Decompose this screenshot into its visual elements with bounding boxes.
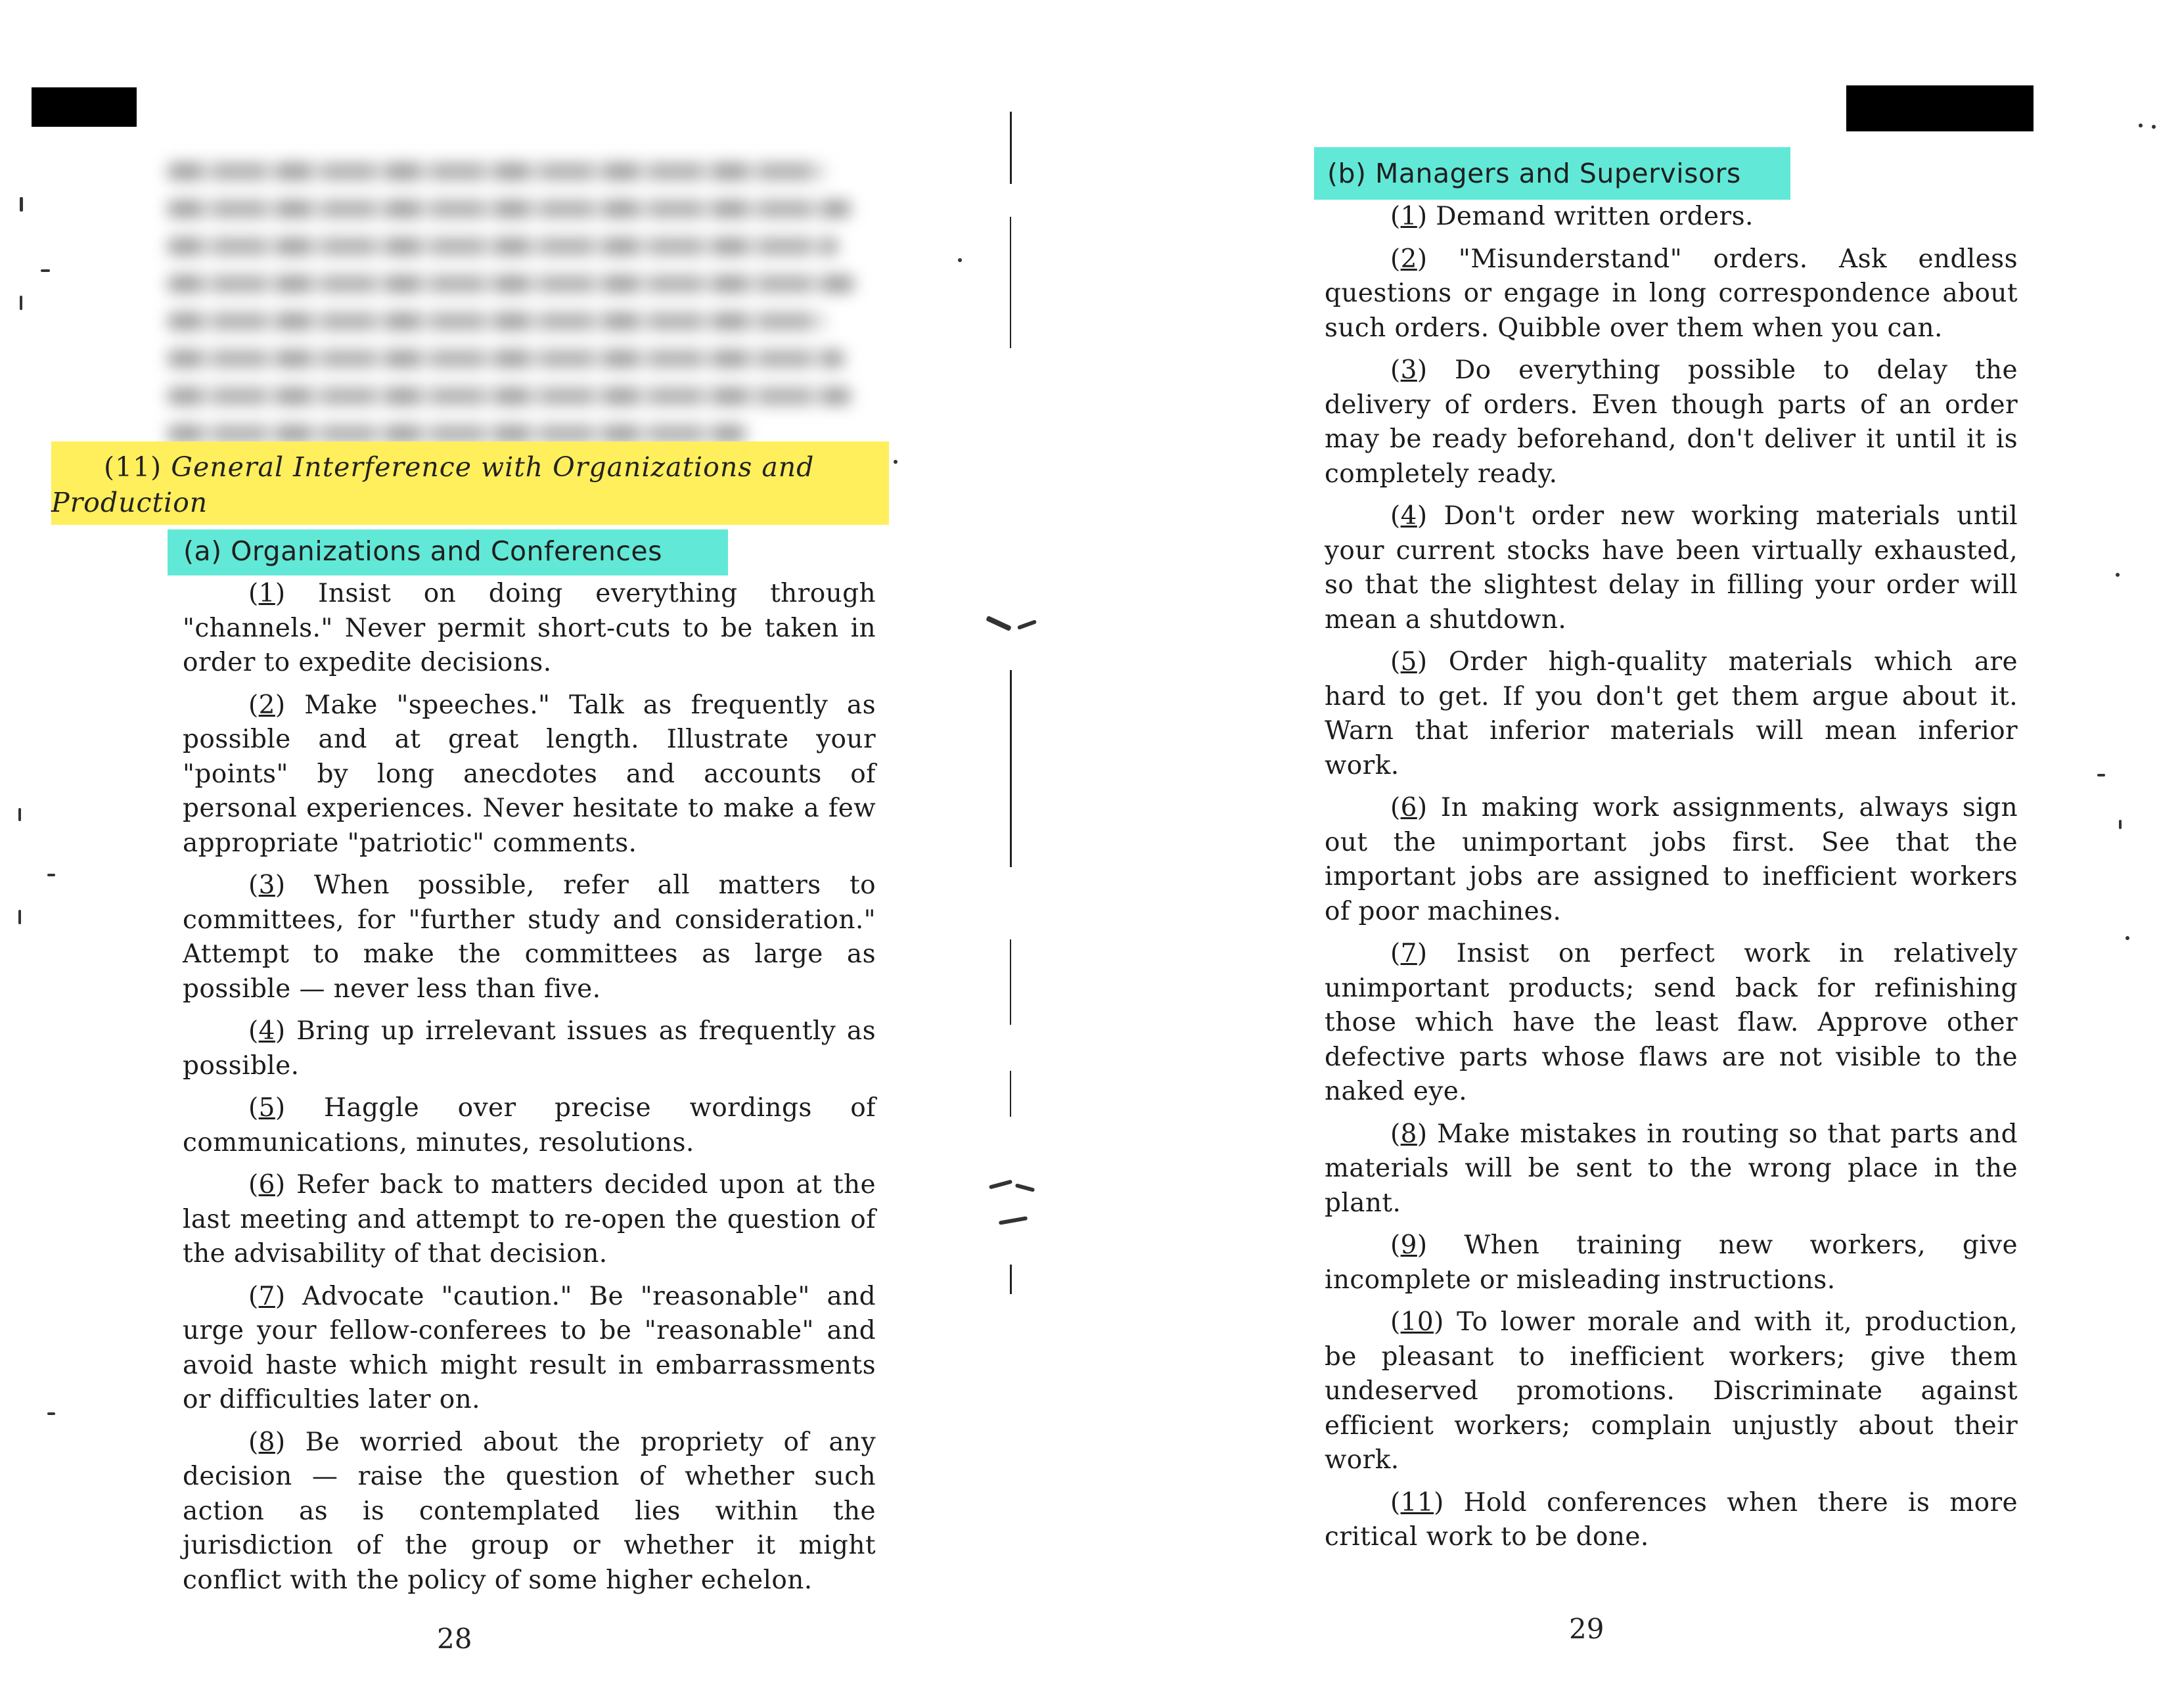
section-heading [51,441,889,525]
left-page [0,0,1012,1708]
item-marker: 7 [258,1281,275,1311]
scan-speck [47,874,55,876]
item-text: Be worried about the propriety of any decision — raise the question of whether such action as is contemplated lies within the jurisdiction of the group or whether it might conflict with the policy of some higher echelon. [183,1427,876,1595]
list-item: (1) Demand written orders. [1390,202,1754,231]
list-item: (6) Refer back to matters decided upon at the last meeting and attempt to re-open the question of the advisability of that decision. [183,1170,876,1269]
list-item: (3) Do everything possible to delay the delivery of orders. Even though parts of an order may be ready beforehand, don't deliver it until it is completely ready. [1325,355,2018,489]
page-number-right: 29 [1569,1613,1604,1645]
subheading-managers: (b) Managers and Supervisors [1314,147,1790,200]
item-text: To lower morale and with it, production, be pleasant to inefficient workers; give them undeserved promotions. Discriminate against efficient workers; complain unjustly about their work. [1325,1307,2018,1475]
item-marker: 6 [1400,793,1417,822]
item-text: Don't order new working materials until your current stocks have been virtually exhausted, so that the slightest delay in filling your order will mean a shutdown. [1325,501,2018,635]
item-text: Do everything possible to delay the delivery of orders. Even though parts of an order may be ready beforehand, don't deliver it until it is completely ready. [1325,355,2018,489]
gutter-line [1010,1071,1011,1117]
item-text: Insist on perfect work in relatively unimportant products; send back for refinishing those which have the least flaw. Approve other defective parts whose flaws are not visible to the naked eye. [1325,939,2018,1106]
item-marker: 2 [258,690,275,720]
item-text: Advocate "caution." Be "reasonable" and urge your fellow-conferees to be "reasonable" and avoid haste which might result in embarrassments or difficulties later on. [183,1281,876,1414]
gutter-line [1010,670,1012,867]
list-item: (8) Be worried about the propriety of any decision — raise the question of whether such action as is contemplated lies within the jurisdiction of the group or whether it might conflict with the policy of some higher echelon. [183,1427,876,1595]
scan-speck [18,808,21,821]
list-item: (1) Insist on doing everything through "channels." Never permit short-cuts to be taken in order to expedite decisions. [183,579,876,677]
item-text: When training new workers, give incomplete or misleading instructions. [1325,1230,2018,1295]
list-item: (5) Order high-quality materials which are hard to get. If you don't get them argue about it. Warn that inferior materials will mean inferior work. [1325,647,2018,780]
list-item: (7) Advocate "caution." Be "reasonable" and urge your fellow-conferees to be "reasonable" and avoid haste which might result in embarrassments or difficulties later on. [183,1281,876,1414]
item-marker: 3 [1400,355,1417,385]
gutter-line [1010,217,1011,348]
item-marker: 2 [1400,244,1417,274]
list-item: (4) Don't order new working materials until your current stocks have been virtually exhausted, so that the slightest delay in filling your order will mean a shutdown. [1325,501,2018,635]
blurred-text-block [168,163,864,439]
gutter-line [1010,939,1011,1025]
scan-speck [47,1412,55,1415]
item-text: Insist on doing everything through "channels." Never permit short-cuts to be taken in order to expedite decisions. [183,579,876,677]
list-item: (6) In making work assignments, always sign out the unimportant jobs first. See that the important jobs are assigned to inefficient workers of poor machines. [1325,793,2018,926]
item-text: Bring up irrelevant issues as frequently as possible. [183,1016,876,1081]
item-text: "Misunderstand" orders. Ask endless questions or engage in long correspondence about such orders. Quibble over them when you can. [1325,244,2018,343]
item-text: Hold conferences when there is more critical work to be done. [1325,1487,2018,1552]
page-number-left: 28 [437,1623,472,1655]
item-marker: 1 [258,579,275,608]
item-text: Order high-quality materials which are hard to get. If you don't get them argue about it. Warn that inferior materials will mean inferior work. [1325,647,2018,780]
item-marker: 3 [258,870,275,900]
item-text: When possible, refer all matters to committees, for "further study and consideration." Attempt to make the committees as large as possible — never less than five. [183,870,876,1004]
scan-speck [894,460,898,464]
scan-speck [18,910,21,924]
list-item: (3) When possible, refer all matters to committees, for "further study and consideration." Attempt to make the committees as large as possible — never less than five. [183,870,876,1004]
item-marker: 5 [258,1093,275,1123]
list-item: (7) Insist on perfect work in relatively unimportant products; send back for refinishing those which have the least flaw. Approve other defective parts whose flaws are not visible to the naked eye. [1325,939,2018,1106]
section-heading-number: (11) [104,451,162,483]
item-marker: 4 [1400,501,1417,531]
item-text: In making work assignments, always sign out the unimportant jobs first. See that the important jobs are assigned to inefficient workers of poor machines. [1325,793,2018,926]
list-item: (4) Bring up irrelevant issues as frequently as possible. [183,1016,876,1081]
scan-speck [958,258,962,262]
section-heading-title-line1: General Interference with Organizations and [171,451,815,483]
subheading-organizations: (a) Organizations and Conferences [168,529,728,575]
list-item: (11) Hold conferences when there is more critical work to be done. [1325,1487,2018,1552]
item-text: Make mistakes in routing so that parts and materials will be sent to the wrong place in the plant. [1325,1119,2018,1218]
redaction-box-right [1846,85,2034,131]
item-text: Demand written orders. [1436,202,1754,231]
item-text: Make "speeches." Talk as frequently as possible and at great length. Illustrate your "points" by long anecdotes and accounts of personal experiences. Never hesitate to make a few appropriate "patriotic" comments. [183,690,876,858]
item-text: Haggle over precise wordings of communications, minutes, resolutions. [183,1093,876,1157]
item-marker: 8 [1400,1119,1417,1149]
redaction-box-left [32,87,137,127]
list-item: (2) "Misunderstand" orders. Ask endless questions or engage in long correspondence about such orders. Quibble over them when you can. [1325,244,2018,343]
item-marker: 6 [258,1170,275,1200]
item-marker: 11 [1400,1487,1434,1517]
list-item: (9) When training new workers, give incomplete or misleading instructions. [1325,1230,2018,1295]
scan-speck [20,197,23,212]
item-marker: 1 [1400,202,1417,231]
right-items-list [1325,200,2018,1563]
item-marker: 10 [1400,1307,1434,1337]
list-item: (2) Make "speeches." Talk as frequently as possible and at great length. Illustrate your "points" by long anecdotes and accounts of personal experiences. Never hesitate to make a few appropriate "patriotic" comments. [183,690,876,858]
item-marker: 8 [258,1427,275,1457]
item-marker: 7 [1400,939,1417,968]
item-text: Refer back to matters decided upon at the last meeting and attempt to re-open the question of the advisability of that decision. [183,1170,876,1269]
list-item: (5) Haggle over precise wordings of communications, minutes, resolutions. [183,1093,876,1157]
list-item: (10) To lower morale and with it, production, be pleasant to inefficient workers; give them undeserved promotions. Discriminate against efficient workers; complain unjustly about their work. [1325,1307,2018,1475]
left-items-list [183,577,876,1606]
gutter-line [1010,112,1012,184]
item-marker: 4 [258,1016,275,1046]
gutter-line [1010,1265,1012,1294]
item-marker: 5 [1400,647,1417,677]
scan-speck [41,269,50,272]
list-item: (8) Make mistakes in routing so that parts and materials will be sent to the wrong place in the plant. [1325,1119,2018,1218]
section-heading-title-line2: Production [51,487,208,518]
item-marker: 9 [1400,1230,1417,1260]
scan-speck [20,296,22,310]
